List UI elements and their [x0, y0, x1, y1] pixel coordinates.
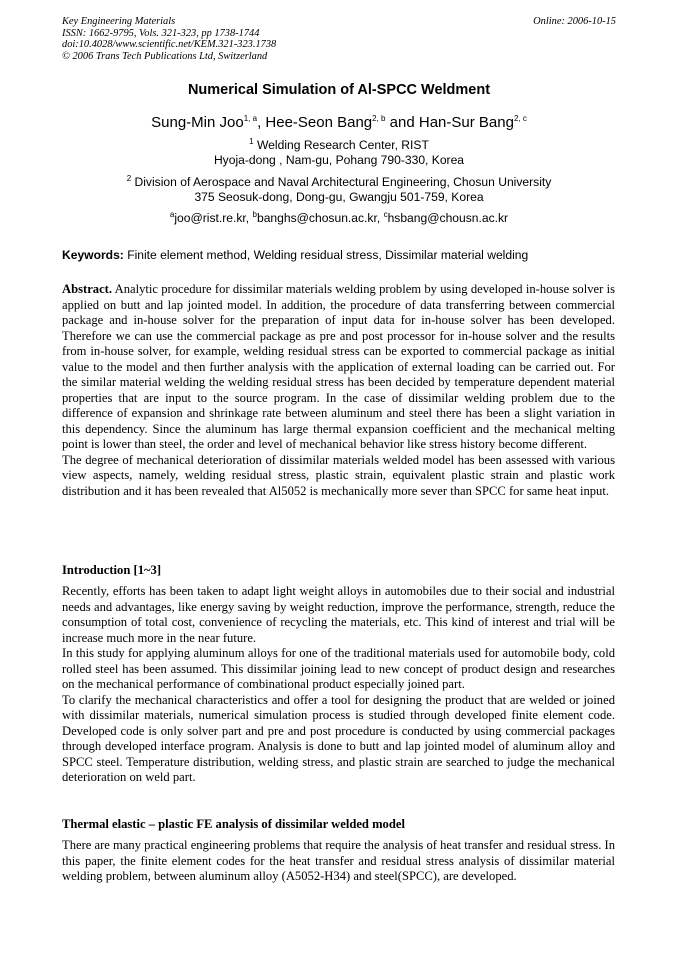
abstract-paragraph: Analytic procedure for dissimilar materials welding problem by using developed in-house solver is applied on butt and lap jointed model. In addition, the procedure of data transferring between commercial package and in-house solver for the preparation of input data for in-house solver has been developed. Therefore we can use the commercial package as pre and post processor for in-house solver and the results from in-house solver, for example, welding residual stress can be exported to commercial package as initial value to the model and then further analysis with the application of external loading can be carried out. For the similar material welding the welding residual stress has been decided by temperature dependent material properties that are input to the source program. In the case of dissimilar welding problem due to the difference of expansion and shrinkage rate between aluminum and steel there has been a slight variation in this dependency. Since the aluminum has large thermal expansion coefficient and the mechanical melting point is lower than steel, the order and level of mechanical behavior like stress history become different.	[62, 282, 615, 451]
affiliation-sup: 1	[249, 136, 254, 146]
section-heading-thermal: Thermal elastic – plastic FE analysis of dissimilar welded model	[62, 817, 405, 831]
journal-name: Key Engineering Materials	[62, 16, 176, 27]
body-paragraph: There are many practical engineering problems that require the analysis of heat transfer and residual stress. In this paper, the finite element codes for the heat transfer and residual stress analysis of dissimilar material welding problem, between aluminum alloy (A5052-H34) and steel(SPCC), are developed.	[62, 838, 615, 883]
section-heading-introduction: Introduction [1~3]	[62, 563, 162, 577]
issn-line: ISSN: 1662-9795, Vols. 321-323, pp 1738-1744	[62, 27, 260, 39]
journal-header	[62, 16, 616, 62]
affiliation-line: 375 Seosuk-dong, Dong-gu, Gwangju 501-759, Korea	[194, 189, 484, 204]
affiliation-sup: 2	[126, 173, 132, 183]
online-date: Online: 2006-10-15	[533, 16, 616, 27]
author-name: Hee-Seon Bang	[265, 114, 373, 131]
author-name: Han-Sur Bang	[418, 114, 514, 131]
keywords	[62, 248, 618, 262]
copyright-line: © 2006 Trans Tech Publications Ltd, Switzerland	[62, 50, 268, 62]
keywords-label: Keywords:	[62, 248, 124, 262]
thermal-section	[62, 838, 615, 885]
body-paragraph: To clarify the mechanical characteristics and offer a tool for designing the product that are welded or joined with dissimilar materials, numerical simulation process is studied through developed finite element code. Developed code is only solver part and pre and post procedure is conducted by using commercial packages through developed interface program. Analysis is done to butt and lap jointed model of aluminum alloy and SPCC steel. Temperature distribution, welding stress, and plastic strain are searched to judge the mechanical deterioration on weld part.	[62, 692, 615, 784]
author-separator: and	[385, 114, 419, 131]
email-address[interactable]: joo@rist.re.kr	[174, 211, 246, 225]
email-address[interactable]: banghs@chosun.ac.kr	[256, 211, 377, 225]
email-sup: b	[252, 209, 257, 219]
abstract	[62, 282, 615, 499]
introduction-section	[62, 584, 615, 786]
email-address[interactable]: hsbang@chousn.ac.kr	[387, 211, 509, 225]
author-name: Sung-Min Joo	[151, 114, 244, 131]
email-list: $^a$joo@rist.re.kr, $^b$banghs@chosun.ac.kr, $^c$hsbang@chousn.ac.kr	[169, 209, 509, 225]
author-sup: 1, a	[243, 114, 258, 123]
affiliation-line: Hyoja-dong , Nam-gu, Pohang 790-330, Korea	[213, 152, 465, 167]
author-sup: 2, b	[372, 114, 386, 123]
affiliation-1	[0, 138, 678, 167]
keywords-text: Finite element method, Welding residual stress, Dissimilar material welding	[123, 248, 529, 262]
author-separator: ,	[257, 114, 266, 131]
affiliation-2	[0, 175, 678, 204]
email-sup: a	[169, 209, 175, 219]
author-sup: 2, c	[513, 114, 527, 123]
affiliation-line: Division of Aerospace and Naval Architectural Engineering, Chosun University	[134, 175, 552, 189]
doi-line: doi:10.4028/www.scientific.net/KEM.321-323.1738	[62, 39, 277, 51]
abstract-label: Abstract.	[62, 282, 113, 296]
author-list	[0, 114, 678, 131]
paper-title: Numerical Simulation of Al-SPCC Weldment	[187, 82, 491, 98]
affiliation-line: Welding Research Center, RIST	[256, 138, 429, 152]
email-sup: c	[383, 209, 388, 219]
abstract-paragraph: The degree of mechanical deterioration of dissimilar materials welded model has been assessed with various view aspects, namely, welding residual stress, plastic strain, equivalent plastic strain and plastic work distribution and it has been revealed that Al5052 is mechanically more sever than SPCC for same heat input.	[62, 452, 615, 498]
body-paragraph: In this study for applying aluminum alloys for one of the traditional materials used for automobile body, cold rolled steel has been assumed. This dissimilar joining lead to new concept of product design and researches on the mechanical performance of combinational product especially joined part.	[62, 646, 615, 691]
body-paragraph: Recently, efforts has been taken to adapt light weight alloys in automobiles due to their social and industrial needs and advantages, like energy saving by weight reduction, improve the performance, strength, reduce the consumption of total cost, convenience of recycling the materials, etc. This kind of interest and trial will be increase much more in the near future.	[62, 584, 615, 645]
